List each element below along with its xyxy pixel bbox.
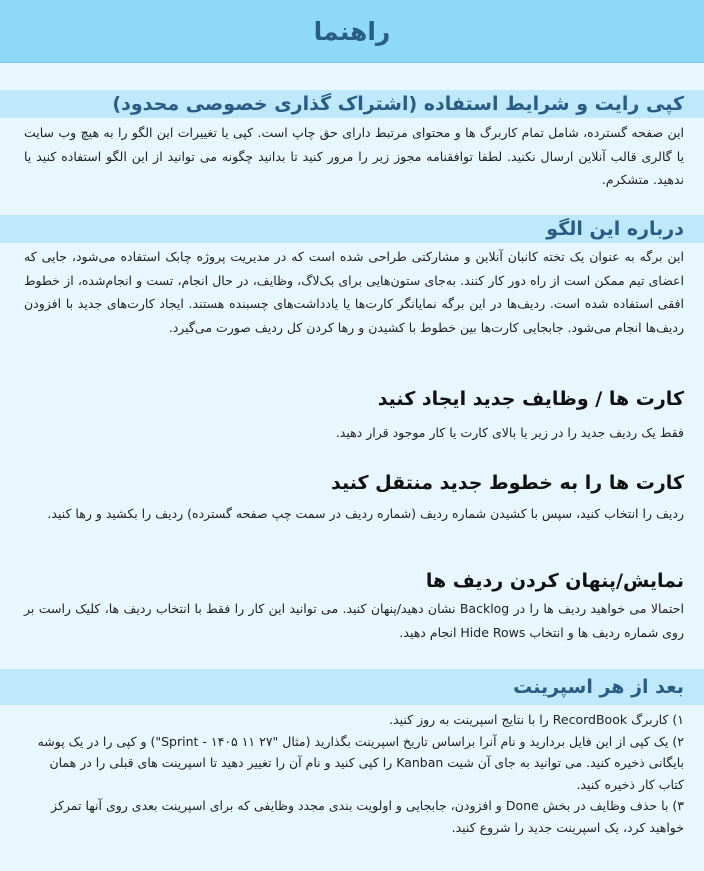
- create-cards-text: فقط یک ردیف جدید را در زیر یا بالای کارت یا کار موجود قرار دهید.: [335, 425, 684, 440]
- move-cards-text: ردیف را انتخاب کنید، سپس با کشیدن شماره ردیف (شماره ردیف در سمت چپ صفحه گسترده) ردیف را بکشید و رها کنید.: [47, 506, 684, 521]
- after-sprint-steps: [24, 709, 684, 838]
- about-text: این برگه به عنوان یک تخته کانبان آنلاین و مشارکتی طراحی شده است که در مدیریت پروژه چابک استفاده می‌شود، جایی که اعضای تیم ممکن است از راه دور کار کنند. به‌جای ستون‌هایی برای بک‌لاگ، وظایف، در حال انجام، تست و انجام‌شده، از خطوط افقی استفاده شده است. ردیف‌ها در این برگه نمایانگر کارت‌ها یا یادداشت‌های چسبنده هستند. ایجاد کارت‌های جدید با افزودن ردیف‌ها انجام می‌شود. جابجایی کارت‌ها بین خطوط با کشیدن و رها کردن کل ردیف صورت می‌گیرد.: [24, 249, 684, 335]
- title-bar: [0, 0, 704, 63]
- after-sprint-step: ۳) با حذف وظایف در بخش Done و افزودن، جابجایی و اولویت بندی مجدد وظایفی که برای اسپرینت بعدی روی آنها تمرکز خواهید کرد، یک اسپرینت جدید را شروع کنید.: [51, 798, 684, 835]
- after-sprint-heading: بعد از هر اسپرینت: [513, 676, 684, 698]
- copyright-heading: کپی رایت و شرایط استفاده (اشتراک گذاری خصوصی محدود): [112, 93, 684, 115]
- after-sprint-step: ۱) کاربرگ RecordBook را با نتایج اسپرینت به روز کنید.: [389, 712, 684, 727]
- move-cards-heading: کارت ها را به خطوط جدید منتقل کنید: [330, 472, 684, 494]
- after-sprint-section-header: [0, 669, 704, 705]
- copyright-text: این صفحه گسترده، شامل تمام کاربرگ ها و محتوای مرتبط دارای حق چاپ است. کپی یا تغییرات این الگو را به هیچ وب سایت یا گالری قالب آنلاین ارسال نکنید. لطفا توافقنامه مجوز زیر را مرور کنید تا بدانید چگونه می توانید از این الگو استفاده کنید یا ندهید. متشکرم.: [24, 125, 684, 187]
- about-heading: درباره این الگو: [546, 218, 684, 240]
- toggle-rows-heading: نمایش/پنهان کردن ردیف ها: [425, 570, 684, 592]
- copyright-section-header: [0, 90, 704, 118]
- create-cards-heading: کارت ها / وظایف جدید ایجاد کنید: [377, 388, 684, 410]
- page-title: راهنما: [313, 16, 391, 46]
- about-section-header: [0, 215, 704, 243]
- toggle-rows-text: احتمالا می خواهید ردیف ها را در Backlog نشان دهید/پنهان کنید. می توانید این کار را فقط با انتخاب ردیف ها، کلیک راست بر روی شماره ردیف ها و انتخاب Hide Rows انجام دهید.: [24, 601, 684, 640]
- after-sprint-step: ۲) یک کپی از این فایل بردارید و نام آنرا براساس تاریخ اسپرینت بگذارید (مثال "Sprint - ۱۴۰۵ ۱۱ ۲۷") و کپی را در یک پوشه بایگانی ذخیره کنید. می توانید به جای آن شیت Kanban را کپی کنید و نام آن را تغییر دهید تا اسپرینت های قبلی را در همان کتاب کار ذخیره کنید.: [37, 733, 684, 792]
